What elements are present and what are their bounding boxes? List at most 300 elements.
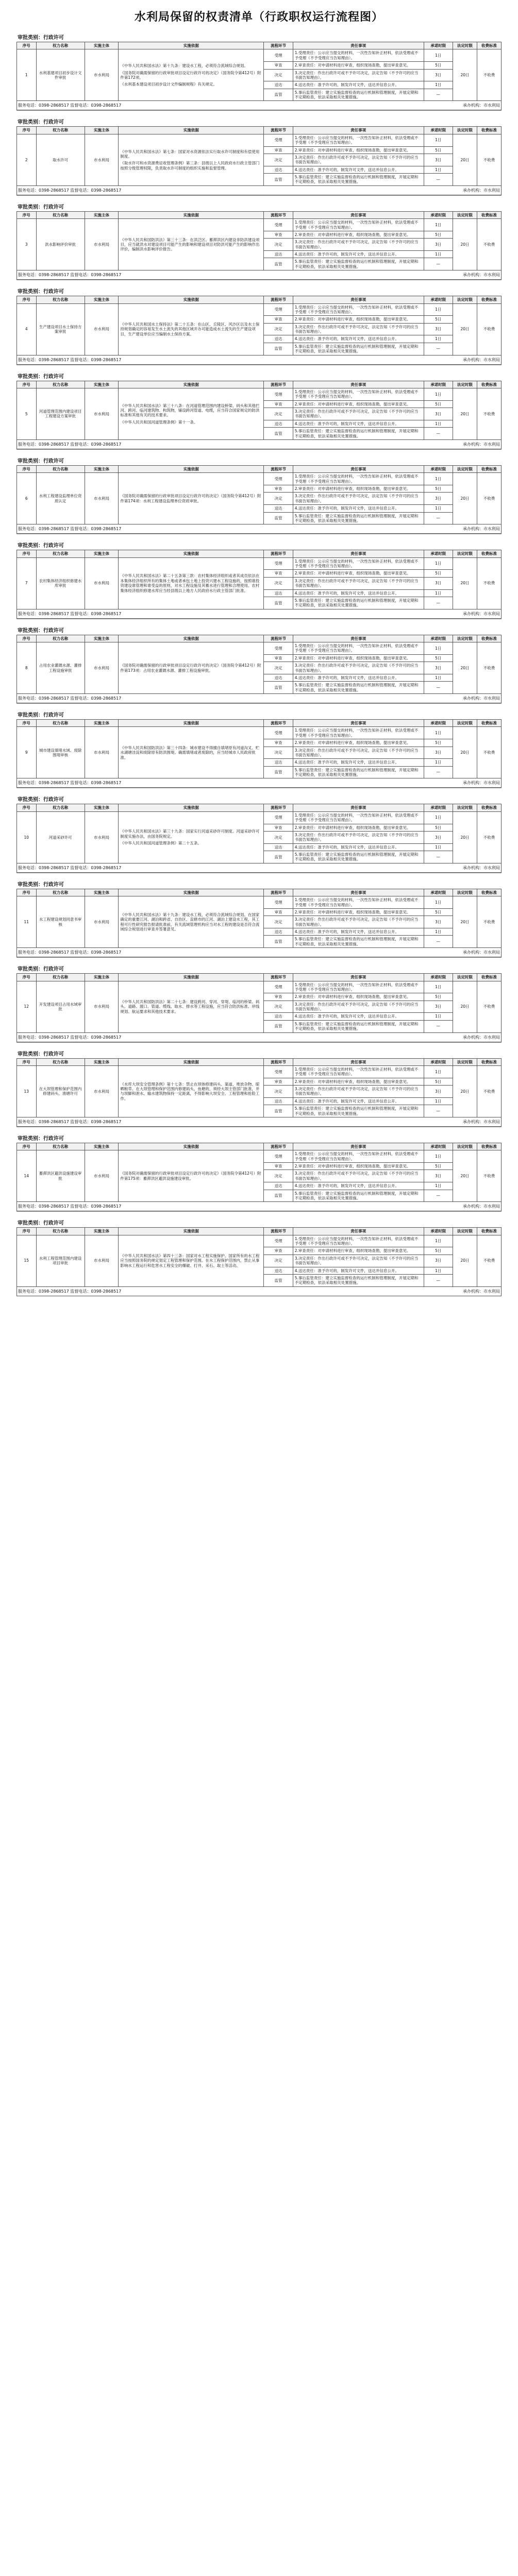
- promised-limit: 1日: [424, 1013, 453, 1020]
- header-row: [17, 1143, 502, 1150]
- column-header-index: 序号: [17, 381, 37, 388]
- basis-clause: 《国务院对确需保留的行政审批项目设定行政许可的决定》（国务院令第412号）附件第172项。: [120, 70, 261, 80]
- contact-phones: 服务电话：0398-2868517 监督电话：0398-2868517: [18, 357, 122, 362]
- process-stage: 监管: [264, 1020, 293, 1032]
- power-name: 占用农业灌溉水源、灌排工程设施审批: [36, 642, 85, 694]
- column-header-limit: 承诺时限: [424, 381, 453, 388]
- promised-limit: 5日: [424, 993, 453, 1001]
- column-header-basis: 实施依据: [119, 1058, 264, 1065]
- responsibility-item: 5.事后监管责任：建立实施监督检查的运行机制和管理制度，开展定期和不定期检查，依法采取相关处置措施。: [293, 597, 424, 609]
- promised-limit: —: [424, 766, 453, 778]
- process-stage: 受理: [264, 727, 293, 739]
- responsibility-item: 2.审查责任：对申请材料进行审查，组织现场查勘，提出审查意见。: [293, 146, 424, 154]
- responsibility-item: 1.受理责任：公示应当提交的材料，一次性告知补正材料，依法受理或不予受理（不予受理应当告知理由）。: [293, 219, 424, 231]
- process-stage: 监管: [264, 851, 293, 863]
- column-header-responsibility: 责任事项: [293, 889, 424, 896]
- process-stage: 审查: [264, 824, 293, 831]
- process-stage: 审查: [264, 654, 293, 662]
- column-header-index: 序号: [17, 974, 37, 981]
- column-header-stage: 流程环节: [264, 889, 293, 896]
- column-header-basis: 实施依据: [119, 550, 264, 557]
- column-header-subject: 实施主体: [85, 211, 119, 218]
- item-index: 9: [17, 727, 37, 778]
- promised-limit: 3日: [424, 1170, 453, 1182]
- power-name: 农村集体经济组织修建水库审批: [36, 557, 85, 609]
- power-name: 河道采砂许可: [36, 811, 85, 863]
- contact-phones: 服务电话：0398-2868517 监督电话：0398-2868517: [18, 1119, 122, 1124]
- item-index: 11: [17, 896, 37, 948]
- rights-table: [16, 126, 502, 185]
- process-stage: 监管: [264, 258, 293, 270]
- column-header-responsibility: 责任事项: [293, 1058, 424, 1065]
- column-header-stage: 流程环节: [264, 974, 293, 981]
- rights-table: [16, 1058, 502, 1117]
- basis-clause: 《中华人民共和国水土保持法》第二十五条：在山区、丘陵区、风沙区以及水土保持规划确定的容易发生水土流失的其他区域开办可能造成水土流失的生产建设项目，生产建设单位应当编制水土保持方案。: [120, 321, 260, 336]
- table-row: [17, 219, 502, 231]
- responsibility-item: 4.送达责任：准予许可的，制发许可文件，送达并信息公开。: [293, 420, 424, 427]
- legal-limit: 20日: [453, 1235, 477, 1286]
- process-stage: 决定: [264, 493, 293, 505]
- promised-limit: —: [424, 89, 453, 101]
- column-header-limit: 承诺时限: [424, 889, 453, 896]
- basis-clause: 《中华人民共和国防洪法》第三十四条：城市建设不得擅自填堵原有河道沟叉、贮水湖塘洼淀和废除原有防洪围堤。确需填堵或者废除的，应当经城市人民政府批准。: [120, 745, 260, 760]
- responsibility-item: 1.受理责任：公示应当提交的材料，一次性告知补正材料，依法受理或不予受理（不予受理应当告知理由）。: [293, 1235, 424, 1247]
- column-header-subject: 实施主体: [85, 974, 119, 981]
- rights-block: [16, 624, 502, 703]
- process-stage: 受理: [264, 642, 293, 655]
- column-header-responsibility: 责任事项: [293, 1143, 424, 1150]
- column-header-limit: 承诺时限: [424, 635, 453, 642]
- basis-clause: 《中华人民共和国水法》第四十三条：国家对水工程实施保护。国家所有的水工程应当按照国务院的规定划定工程管理和保护范围。在水工程保护范围内，禁止从事影响水工程运行和危害水工程安全的爆破、打井、采石、取土等活动。: [120, 1253, 260, 1268]
- column-header-fee: 收费标准: [477, 635, 501, 642]
- promised-limit: 3日: [424, 408, 453, 420]
- rights-block: [16, 116, 502, 195]
- process-stage: 审查: [264, 1078, 293, 1085]
- process-stage: 送达: [264, 251, 293, 258]
- contact-phones: 服务电话：0398-2868517 监督电话：0398-2868517: [18, 950, 122, 955]
- column-header-responsibility: 责任事项: [293, 550, 424, 557]
- process-stage: 受理: [264, 473, 293, 485]
- table-row: [17, 473, 502, 485]
- responsibility-item: 5.事后监管责任：建立实施监督检查的运行机制和管理制度，开展定期和不定期检查，依法采取相关处置措施。: [293, 766, 424, 778]
- fee-standard: 不收费: [477, 1065, 501, 1117]
- column-header-stage: 流程环节: [264, 550, 293, 557]
- block-divider: [16, 1211, 502, 1212]
- column-header-fee: 收费标准: [477, 42, 501, 49]
- responsibility-item: 1.受理责任：公示应当提交的材料，一次性告知补正材料，依法受理或不予受理（不予受理应当告知理由）。: [293, 49, 424, 62]
- process-stage: 决定: [264, 1001, 293, 1013]
- promised-limit: 5日: [424, 1078, 453, 1085]
- column-header-stage: 流程环节: [264, 42, 293, 49]
- promised-limit: —: [424, 597, 453, 609]
- column-header-name: 权力名称: [36, 974, 85, 981]
- column-header-subject: 实施主体: [85, 550, 119, 557]
- column-header-name: 权力名称: [36, 720, 85, 727]
- responsibility-item: 5.事后监管责任：建立实施监督检查的运行机制和管理制度，开展定期和不定期检查，依法采取相关处置措施。: [293, 1020, 424, 1032]
- implementing-subject: 市水利局: [85, 981, 119, 1032]
- block-category: 审批类别：行政许可: [18, 967, 64, 973]
- block-footer: [16, 355, 502, 365]
- power-name: 河道管理范围内建设项目工程建设方案审批: [36, 388, 85, 439]
- fee-standard: 不收费: [477, 388, 501, 439]
- contact-phones: 服务电话：0398-2868517 监督电话：0398-2868517: [18, 781, 122, 786]
- process-stage: 审查: [264, 993, 293, 1001]
- process-stage: 监管: [264, 512, 293, 524]
- promised-limit: 1日: [424, 49, 453, 62]
- column-header-basis: 实施依据: [119, 296, 264, 303]
- responsibility-item: 3.决定责任：作出行政许可或不予许可决定，法定告知（不予许可的应当书面告知理由）。: [293, 577, 424, 589]
- promised-limit: 1日: [424, 928, 453, 936]
- power-name: 蓄滞洪区避洪设施建设审批: [36, 1150, 85, 1202]
- responsibility-item: 2.审查责任：对申请材料进行审查，组织现场查勘，提出审查意见。: [293, 824, 424, 831]
- promised-limit: 5日: [424, 1247, 453, 1255]
- column-header-responsibility: 责任事项: [293, 720, 424, 727]
- responsibility-item: 4.送达责任：准予许可的，制发许可文件，送达并信息公开。: [293, 166, 424, 173]
- promised-limit: —: [424, 428, 453, 440]
- rights-table: [16, 635, 502, 694]
- column-header-subject: 实施主体: [85, 720, 119, 727]
- column-header-responsibility: 责任事项: [293, 127, 424, 134]
- column-header-stage: 流程环节: [264, 804, 293, 811]
- promised-limit: 3日: [424, 69, 453, 81]
- rights-block: [16, 709, 502, 788]
- column-header-stage: 流程环节: [264, 720, 293, 727]
- header-row: [17, 1058, 502, 1065]
- block-divider: [16, 703, 502, 704]
- responsibility-item: 3.决定责任：作出行政许可或不予许可决定，法定告知（不予许可的应当书面告知理由）。: [293, 1255, 424, 1267]
- responsibility-item: 5.事后监管责任：建立实施监督检查的运行机制和管理制度，开展定期和不定期检查，依法采取相关处置措施。: [293, 936, 424, 948]
- responsibility-item: 2.审查责任：对申请材料进行审查，组织现场查勘，提出审查意见。: [293, 1247, 424, 1255]
- column-header-fee: 收费标准: [477, 720, 501, 727]
- responsibility-item: 4.送达责任：准予许可的，制发许可文件，送达并信息公开。: [293, 1097, 424, 1105]
- promised-limit: 3日: [424, 323, 453, 335]
- responsibility-item: 3.决定责任：作出行政许可或不予许可决定，法定告知（不予许可的应当书面告知理由）。: [293, 1170, 424, 1182]
- responsibility-item: 1.受理责任：公示应当提交的材料，一次性告知补正材料，依法受理或不予受理（不予受理应当告知理由）。: [293, 388, 424, 400]
- fee-standard: 不收费: [477, 981, 501, 1032]
- rights-table: [16, 381, 502, 440]
- process-stage: 送达: [264, 81, 293, 89]
- column-header-name: 权力名称: [36, 635, 85, 642]
- column-header-fee: 收费标准: [477, 889, 501, 896]
- process-stage: 监管: [264, 682, 293, 694]
- handling-agency: 承办机构：市水利局: [463, 442, 500, 447]
- column-header-basis: 实施依据: [119, 804, 264, 811]
- basis-clause: 《中华人民共和国河道管理条例》第二十五条。: [120, 840, 202, 845]
- promised-limit: 5日: [424, 400, 453, 408]
- process-stage: 送达: [264, 589, 293, 597]
- header-row: [17, 42, 502, 49]
- responsibility-item: 4.送达责任：准予许可的，制发许可文件，送达并信息公开。: [293, 843, 424, 851]
- basis-clause: 《国务院对确需保留的行政审批项目设定行政许可的决定》（国务院令第412号）附件第175项：蓄滞洪区避洪设施建设审批。: [120, 1171, 261, 1181]
- promised-limit: —: [424, 682, 453, 694]
- contact-phones: 服务电话：0398-2868517 监督电话：0398-2868517: [18, 103, 122, 108]
- process-stage: 决定: [264, 747, 293, 759]
- legal-limit: 20日: [453, 219, 477, 270]
- process-stage: 决定: [264, 831, 293, 843]
- power-name: 生产建设项目水土保持方案审批: [36, 303, 85, 355]
- promised-limit: 1日: [424, 843, 453, 851]
- rights-block: [16, 1048, 502, 1127]
- promised-limit: 5日: [424, 316, 453, 323]
- legal-limit: 20日: [453, 727, 477, 778]
- process-stage: 决定: [264, 69, 293, 81]
- implementing-subject: 市水利局: [85, 642, 119, 694]
- handling-agency: 承办机构：市水利局: [463, 950, 500, 955]
- promised-limit: 5日: [424, 231, 453, 238]
- promised-limit: 1日: [424, 473, 453, 485]
- promised-limit: 1日: [424, 505, 453, 512]
- responsibility-item: 2.审查责任：对申请材料进行审查，组织现场查勘，提出审查意见。: [293, 62, 424, 69]
- responsibility-item: 2.审查责任：对申请材料进行审查，组织现场查勘，提出审查意见。: [293, 654, 424, 662]
- power-name: 开发建设项目占用水域审批: [36, 981, 85, 1032]
- item-index: 10: [17, 811, 37, 863]
- basis-clause: 《中华人民共和国水法》第十九条：建设水工程，必须符合流域综合规划。在国家确定的重要江河、湖泊和跨省、自治区、直辖市的江河、湖泊上建设水工程，其工程可行性研究报告报请批准前，有关流域管理机构应当对水工程的建设是否符合流域综合规划进行审查并签署意见。: [120, 912, 260, 931]
- process-stage: 监管: [264, 1105, 293, 1117]
- column-header-name: 权力名称: [36, 127, 85, 134]
- process-stage: 决定: [264, 916, 293, 928]
- column-header-limit: 承诺时限: [424, 804, 453, 811]
- promised-limit: 3日: [424, 154, 453, 166]
- column-header-index: 序号: [17, 465, 37, 472]
- column-header-fee: 收费标准: [477, 211, 501, 218]
- process-stage: 受理: [264, 303, 293, 316]
- process-stage: 决定: [264, 323, 293, 335]
- column-header-index: 序号: [17, 720, 37, 727]
- column-header-basis: 实施依据: [119, 211, 264, 218]
- responsibility-item: 5.事后监管责任：建立实施监督检查的运行机制和管理制度，开展定期和不定期检查，依法采取相关处置措施。: [293, 174, 424, 186]
- responsibility-item: 3.决定责任：作出行政许可或不予许可决定，法定告知（不予许可的应当书面告知理由）。: [293, 239, 424, 251]
- item-index: 1: [17, 49, 37, 101]
- column-header-name: 权力名称: [36, 42, 85, 49]
- rights-block: [16, 370, 502, 449]
- implementing-subject: 市水利局: [85, 303, 119, 355]
- column-header-index: 序号: [17, 635, 37, 642]
- block-divider: [16, 957, 502, 958]
- power-name: 取水许可: [36, 134, 85, 185]
- block-category: 审批类别：行政许可: [18, 204, 64, 210]
- block-category: 审批类别：行政许可: [18, 797, 64, 803]
- legal-limit: 20日: [453, 642, 477, 694]
- promised-limit: 1日: [424, 1065, 453, 1078]
- responsibility-item: 1.受理责任：公示应当提交的材料，一次性告知补正材料，依法受理或不予受理（不予受理应当告知理由）。: [293, 1065, 424, 1078]
- process-stage: 监管: [264, 174, 293, 186]
- block-footer: [16, 270, 502, 280]
- responsibility-item: 4.送达责任：准予许可的，制发许可文件，送达并信息公开。: [293, 759, 424, 766]
- rights-block: [16, 201, 502, 280]
- promised-limit: 1日: [424, 251, 453, 258]
- fee-standard: 不收费: [477, 811, 501, 863]
- promised-limit: 5日: [424, 146, 453, 154]
- column-header-fee: 收费标准: [477, 974, 501, 981]
- block-divider: [16, 449, 502, 450]
- legal-basis: [119, 134, 264, 185]
- column-header-fee: 收费标准: [477, 804, 501, 811]
- column-header-legal-limit: 法定时限: [453, 720, 477, 727]
- process-stage: 决定: [264, 1170, 293, 1182]
- block-footer: [16, 524, 502, 534]
- process-stage: 受理: [264, 219, 293, 231]
- responsibility-item: 2.审查责任：对申请材料进行审查，组织现场查勘，提出审查意见。: [293, 739, 424, 747]
- process-stage: 送达: [264, 505, 293, 512]
- handling-agency: 承办机构：市水利局: [463, 865, 500, 870]
- responsibility-item: 3.决定责任：作出行政许可或不予许可决定，法定告知（不予许可的应当书面告知理由）。: [293, 69, 424, 81]
- promised-limit: 1日: [424, 166, 453, 173]
- responsibility-item: 5.事后监管责任：建立实施监督检查的运行机制和管理制度，开展定期和不定期检查，依法采取相关处置措施。: [293, 1190, 424, 1202]
- responsibility-item: 1.受理责任：公示应当提交的材料，一次性告知补正材料，依法受理或不予受理（不予受理应当告知理由）。: [293, 557, 424, 570]
- promised-limit: 1日: [424, 81, 453, 89]
- column-header-name: 权力名称: [36, 1143, 85, 1150]
- rights-block: [16, 285, 502, 364]
- handling-agency: 承办机构：市水利局: [463, 1119, 500, 1124]
- responsibility-item: 4.送达责任：准予许可的，制发许可文件，送达并信息公开。: [293, 589, 424, 597]
- column-header-index: 序号: [17, 804, 37, 811]
- header-row: [17, 296, 502, 303]
- promised-limit: 1日: [424, 1097, 453, 1105]
- column-header-legal-limit: 法定时限: [453, 127, 477, 134]
- promised-limit: 1日: [424, 811, 453, 824]
- column-header-name: 权力名称: [36, 550, 85, 557]
- block-category: 审批类别：行政许可: [18, 35, 64, 41]
- handling-agency: 承办机构：市水利局: [463, 1289, 500, 1294]
- process-stage: 送达: [264, 843, 293, 851]
- legal-basis: [119, 727, 264, 778]
- process-stage: 决定: [264, 408, 293, 420]
- implementing-subject: 市水利局: [85, 1235, 119, 1286]
- process-stage: 决定: [264, 1086, 293, 1098]
- promised-limit: 5日: [424, 739, 453, 747]
- promised-limit: 5日: [424, 1163, 453, 1170]
- responsibility-item: 3.决定责任：作出行政许可或不予许可决定，法定告知（不予许可的应当书面告知理由）。: [293, 493, 424, 505]
- table-row: [17, 1150, 502, 1163]
- block-category: 审批类别：行政许可: [18, 374, 64, 380]
- table-row: [17, 49, 502, 62]
- legal-basis: [119, 557, 264, 609]
- contact-phones: 服务电话：0398-2868517 监督电话：0398-2868517: [18, 527, 122, 532]
- power-name: 洪水影响评价审批: [36, 219, 85, 270]
- column-header-legal-limit: 法定时限: [453, 804, 477, 811]
- column-header-stage: 流程环节: [264, 296, 293, 303]
- legal-basis: [119, 896, 264, 948]
- promised-limit: 3日: [424, 916, 453, 928]
- process-stage: 送达: [264, 928, 293, 936]
- process-stage: 受理: [264, 134, 293, 146]
- process-stage: 监管: [264, 766, 293, 778]
- implementing-subject: 市水利局: [85, 219, 119, 270]
- basis-clause: 《国务院对确需保留的行政审批项目设定行政许可的决定》（国务院令第412号）附件第173项：占用农业灌溉水源、灌排工程设施审批。: [120, 663, 261, 673]
- column-header-subject: 实施主体: [85, 1228, 119, 1235]
- column-header-legal-limit: 法定时限: [453, 296, 477, 303]
- process-stage: 受理: [264, 49, 293, 62]
- header-row: [17, 804, 502, 811]
- process-stage: 审查: [264, 739, 293, 747]
- rights-table: [16, 211, 502, 270]
- promised-limit: 1日: [424, 727, 453, 739]
- block-divider: [16, 1042, 502, 1043]
- power-name: 水工程建设规划同意书审核: [36, 896, 85, 948]
- table-row: [17, 388, 502, 400]
- column-header-responsibility: 责任事项: [293, 296, 424, 303]
- rights-block: [16, 793, 502, 872]
- basis-clause: 《中华人民共和国水法》第七条：国家对水资源依法实行取水许可制度和有偿使用制度。: [120, 149, 260, 159]
- process-stage: 送达: [264, 1013, 293, 1020]
- column-header-index: 序号: [17, 42, 37, 49]
- header-row: [17, 720, 502, 727]
- legal-limit: 20日: [453, 557, 477, 609]
- process-stage: 受理: [264, 1150, 293, 1163]
- column-header-responsibility: 责任事项: [293, 211, 424, 218]
- power-name: 城市建设填堵水域、废除围堤审核: [36, 727, 85, 778]
- promised-limit: 3日: [424, 1086, 453, 1098]
- promised-limit: —: [424, 174, 453, 186]
- handling-agency: 承办机构：市水利局: [463, 1035, 500, 1040]
- responsibility-item: 3.决定责任：作出行政许可或不予许可决定，法定告知（不予许可的应当书面告知理由）。: [293, 831, 424, 843]
- header-row: [17, 1228, 502, 1235]
- column-header-responsibility: 责任事项: [293, 1228, 424, 1235]
- promised-limit: —: [424, 512, 453, 524]
- column-header-subject: 实施主体: [85, 1058, 119, 1065]
- column-header-name: 权力名称: [36, 381, 85, 388]
- table-row: [17, 981, 502, 993]
- process-stage: 决定: [264, 154, 293, 166]
- handling-agency: 承办机构：市水利局: [463, 273, 500, 278]
- header-row: [17, 211, 502, 218]
- column-header-responsibility: 责任事项: [293, 635, 424, 642]
- header-row: [17, 635, 502, 642]
- promised-limit: 1日: [424, 134, 453, 146]
- promised-limit: 1日: [424, 981, 453, 993]
- column-header-responsibility: 责任事项: [293, 804, 424, 811]
- process-stage: 监管: [264, 89, 293, 101]
- column-header-basis: 实施依据: [119, 42, 264, 49]
- basis-clause: 《中华人民共和国防洪法》第二十七条：建设跨河、穿河、穿堤、临河的桥梁、码头、道路、渡口、管道、缆线、取水、排水等工程设施，应当符合防洪标准、岸线规划、航运要求和其他技术要求。: [120, 999, 260, 1014]
- contact-phones: 服务电话：0398-2868517 监督电话：0398-2868517: [18, 611, 122, 616]
- legal-limit: 20日: [453, 981, 477, 1032]
- responsibility-item: 1.受理责任：公示应当提交的材料，一次性告知补正材料，依法受理或不予受理（不予受理应当告知理由）。: [293, 896, 424, 909]
- promised-limit: —: [424, 1274, 453, 1286]
- process-stage: 审查: [264, 231, 293, 238]
- promised-limit: 1日: [424, 1182, 453, 1190]
- promised-limit: 5日: [424, 824, 453, 831]
- table-row: [17, 727, 502, 739]
- table-row: [17, 811, 502, 824]
- block-category: 审批类别：行政许可: [18, 120, 64, 126]
- column-header-subject: 实施主体: [85, 804, 119, 811]
- column-header-responsibility: 责任事项: [293, 42, 424, 49]
- block-footer: [16, 186, 502, 195]
- implementing-subject: 市水利局: [85, 388, 119, 439]
- promised-limit: 3日: [424, 239, 453, 251]
- legal-basis: [119, 811, 264, 863]
- implementing-subject: 市水利局: [85, 1065, 119, 1117]
- column-header-basis: 实施依据: [119, 465, 264, 472]
- basis-clause: 《中华人民共和国水法》第三十八条：在河道管理范围内建设桥梁、码头和其他拦河、跨河、临河建筑物、构筑物，铺设跨河管道、电缆，应当符合国家规定的防洪标准和其他有关的技术要求。: [120, 403, 260, 418]
- basis-clause: 《中华人民共和国河道管理条例》第十一条。: [120, 419, 198, 425]
- handling-agency: 承办机构：市水利局: [463, 611, 500, 616]
- column-header-basis: 实施依据: [119, 381, 264, 388]
- rights-table: [16, 465, 502, 524]
- promised-limit: 1日: [424, 388, 453, 400]
- legal-basis: [119, 642, 264, 694]
- fee-standard: 不收费: [477, 1150, 501, 1202]
- responsibility-item: 2.审查责任：对申请材料进行审查，组织现场查勘，提出审查意见。: [293, 570, 424, 577]
- column-header-legal-limit: 法定时限: [453, 1143, 477, 1150]
- responsibility-item: 4.送达责任：准予许可的，制发许可文件，送达并信息公开。: [293, 81, 424, 89]
- column-header-name: 权力名称: [36, 1058, 85, 1065]
- basis-clause: 《中华人民共和国水法》第二十五条第三款：农村集体经济组织或者其成员依法在本集体经济组织所有的集体土地或者承包土地上投资兴建水工程设施的，按照谁投资建设谁管理和谁受益的原则，对水工程设施及其蓄水进行管理和合理使用。农村集体经济组织修建水库应当经县级以上地方人民政府水行政主管部门批准。: [120, 573, 260, 593]
- implementing-subject: 市水利局: [85, 134, 119, 185]
- rights-table: [16, 719, 502, 778]
- promised-limit: 1日: [424, 642, 453, 655]
